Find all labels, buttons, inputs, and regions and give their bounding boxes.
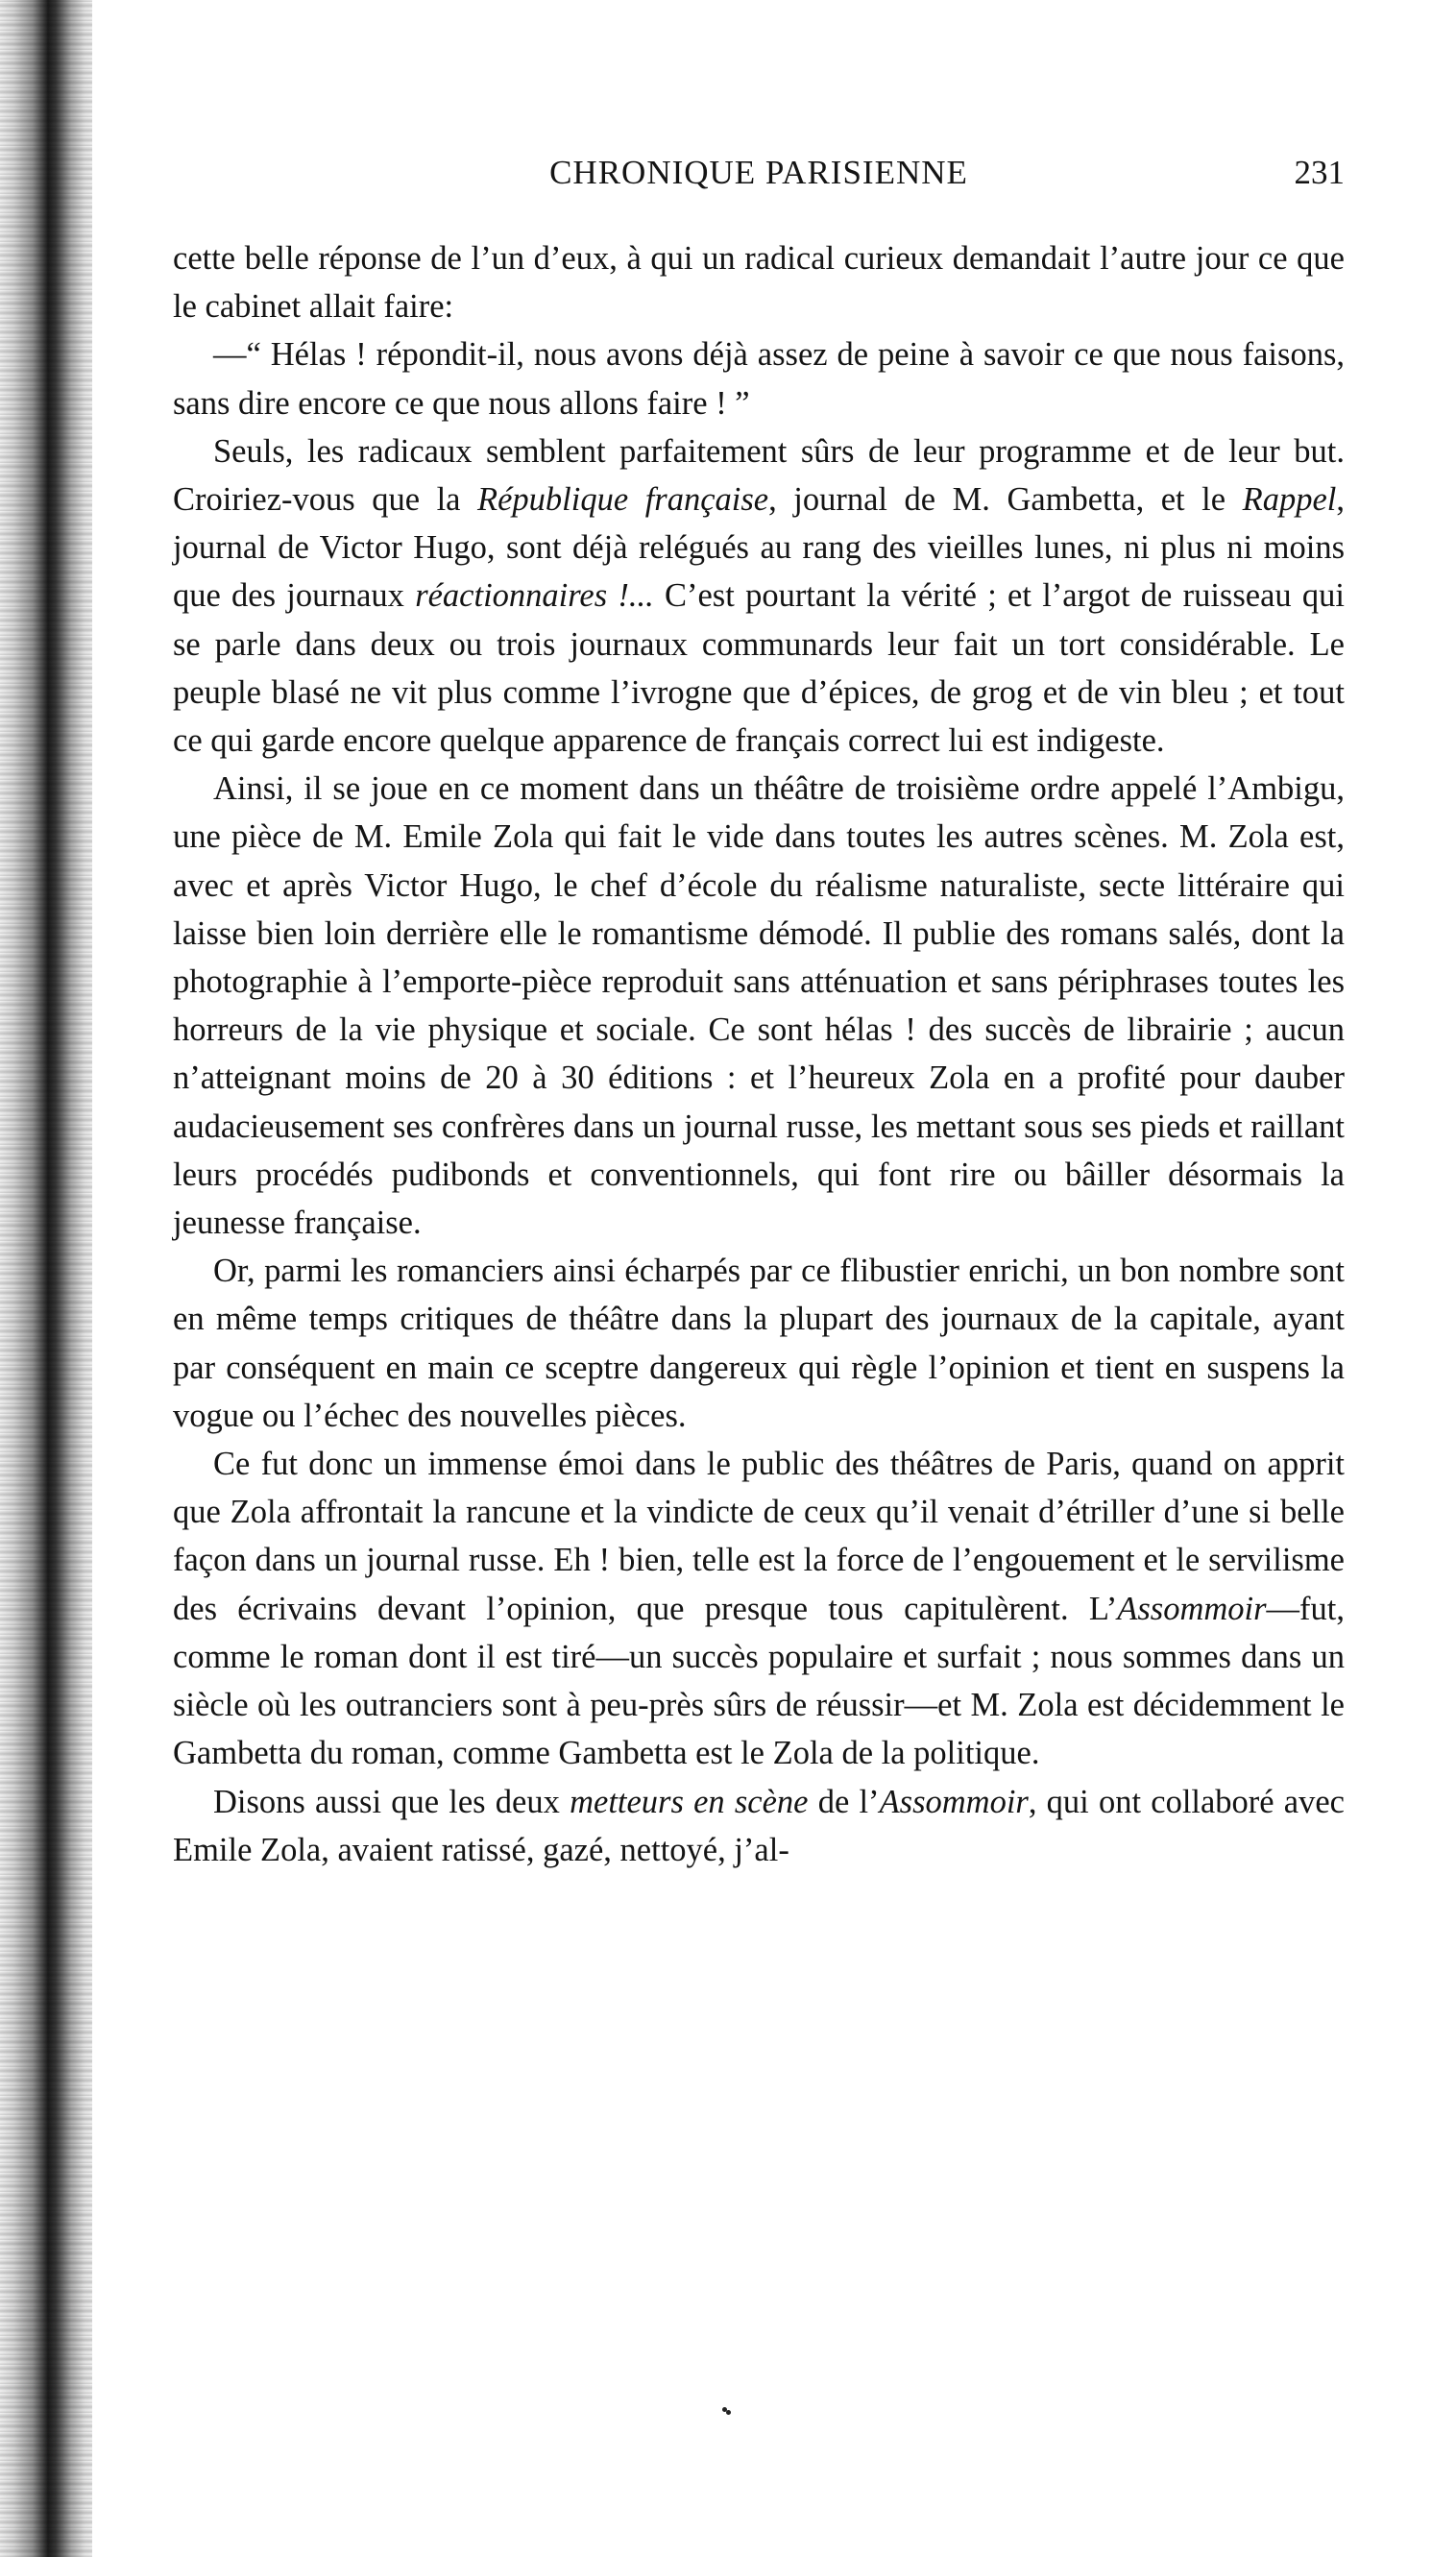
text-segment: Ce fut donc un immense émoi dans le public des théâtres de Paris, quand on apprit que Zola affrontait la rancune et la vindicte de ceux qu’il venait d’étriller d’une si belle façon dans un journal russe. Eh ! bien, telle est la force de l’engouement et le servilisme des écrivains devant l’opinion, que presque tous capitulèrent. (173, 1446, 1345, 1627)
paragraph (173, 765, 1345, 1247)
paragraph (173, 1440, 1345, 1777)
text-segment: cette belle réponse de l’un d’eux, à qui un radical curieux demandait l’autre jour ce que le cabinet allait faire: (173, 240, 1345, 326)
paragraph (173, 234, 1345, 330)
italic-text: République française (477, 481, 769, 519)
page-header (173, 154, 1345, 202)
text-segment: Seuls, les radicaux semblent parfaitement sûrs de leur programme et de leur but. Croiriez-vous que la (173, 432, 1345, 519)
text-segment: Disons aussi que les deux (213, 1783, 570, 1820)
running-title: CHRONIQUE PARISIENNE (549, 154, 968, 191)
paragraph (173, 1778, 1345, 1874)
italic-text: réactionnaires !... (415, 577, 654, 615)
italic-text: Assommoir (879, 1783, 1029, 1820)
text-segment: L’ (1088, 1590, 1118, 1627)
page-number: 231 (1294, 154, 1345, 191)
text-segment: —fut, comme le roman dont il est tiré—un succès populaire et surfait ; nous sommes dans un siècle où les outranciers sont à peu-près sûrs de réussir—et M. Zola est décidemment le Gambetta du roman, comme Gambetta est le Zola de la politique. (173, 1590, 1345, 1772)
paragraph (173, 1247, 1345, 1440)
paragraph (173, 330, 1345, 426)
paragraph (173, 427, 1345, 765)
ink-speck (722, 2407, 732, 2417)
text-segment: de l’ (808, 1783, 880, 1820)
text-segment: , journal de Victor Hugo, sont déjà relégués au rang des vieilles lunes, ni plus ni moins que des journaux (173, 481, 1345, 615)
text-segment: , qui ont collaboré avec Emile Zola, avaient ratissé, gazé, nettoyé, j’al- (173, 1783, 1345, 1868)
text-segment: —“ Hélas ! répondit-il, nous avons déjà assez de peine à savoir ce que nous faisons, sans dire encore ce que nous allons faire ! ” (173, 336, 1345, 422)
text-segment: Or, parmi les romanciers ainsi écharpés par ce flibustier enrichi, un bon nombre sont en même temps critiques de théâtre dans la plupart des journaux de la capitale, ayant par conséquent en main ce sceptre dangereux qui règle l’opinion et tient en suspens la vogue ou l’échec des nouvelles pièces. (173, 1253, 1345, 1434)
italic-text: Assommoir (1117, 1590, 1267, 1627)
body-text (173, 234, 1345, 1874)
italic-text: Rappel (1242, 481, 1337, 519)
book-binding-shadow (0, 0, 92, 2557)
italic-text: metteurs en scène (570, 1783, 809, 1820)
text-segment: C’est pourtant la vérité ; et l’argot de ruisseau qui se parle dans deux ou trois journaux communards leur fait un tort considérable. Le peuple blasé ne vit plus comme l’ivrogne que d’épices, de grog et de vin bleu ; et tout ce qui garde encore quelque apparence de français correct lui est indigeste. (173, 577, 1345, 760)
text-segment: Ainsi, il se joue en ce moment dans un théâtre de troisième ordre appelé l’Ambigu, une pièce de M. Emile Zola qui fait le vide dans toutes les autres scènes. M. Zola est, avec et après Victor Hugo, le chef d’école du réalisme naturaliste, secte littéraire qui laisse bien loin derrière elle le romantisme démodé. Il publie des romans salés, dont la photographie à l’emporte-pièce reproduit sans atténuation et sans périphrases toutes les horreurs de la vie physique et sociale. Ce sont hélas ! des succès de librairie ; aucun n’atteignant moins de 20 à 30 éditions : et l’heureux Zola en a profité pour dauber audacieusement ses confrères dans un journal russe, les mettant sous ses pieds et raillant leurs procédés pudibonds et conventionnels, qui font rire ou bâiller désormais la jeunesse française. (173, 770, 1345, 1242)
text-segment: , journal de M. Gambetta, et le (768, 481, 1243, 519)
